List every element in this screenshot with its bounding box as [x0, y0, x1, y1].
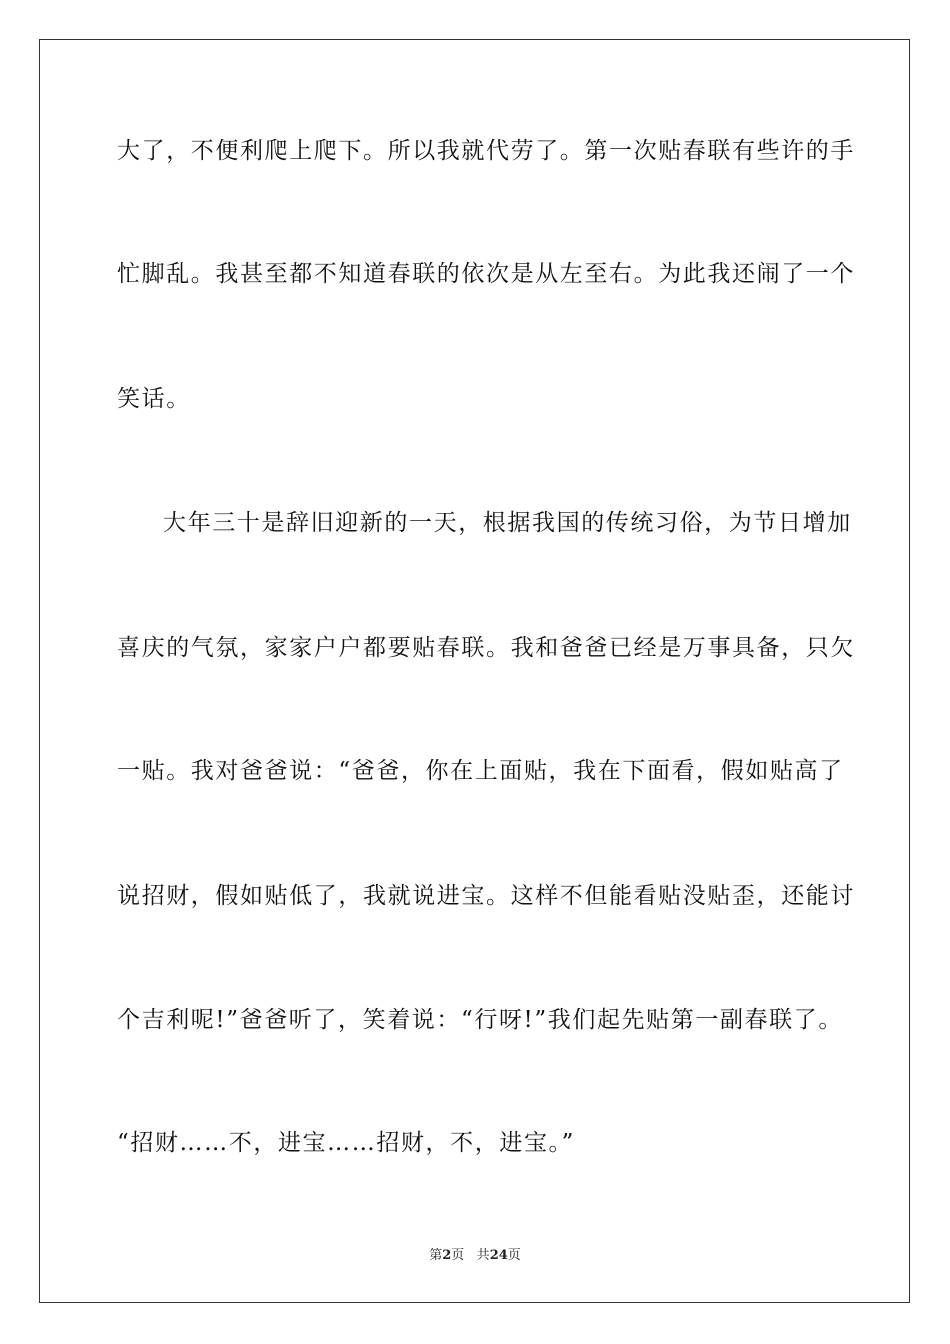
text-line-4: 大年三十是辞旧迎新的一天，根据我国的传统习俗，为节日增加 — [163, 510, 852, 536]
total-page-number: 24 — [489, 1248, 508, 1263]
text-line-5: 喜庆的气氛，家家户户都要贴春联。我和爸爸已经是万事具备，只欠 — [117, 635, 855, 661]
text-line-8: 个吉利呢!”爸爸听了，笑着说：“行呀!”我们起先贴第一副春联了。 — [117, 1007, 843, 1033]
text-line-9: “招财……不，进宝……招财，不，进宝。” — [117, 1130, 576, 1156]
footer-prefix: 第 — [429, 1248, 443, 1263]
footer-page-suffix: 页 — [451, 1248, 465, 1263]
text-line-2: 忙脚乱。我甚至都不知道春联的依次是从左至右。为此我还闹了一个 — [117, 261, 855, 287]
current-page-number: 2 — [442, 1248, 452, 1263]
text-line-6: 一贴。我对爸爸说：“爸爸，你在上面贴，我在下面看，假如贴高了 — [117, 758, 844, 784]
text-line-7: 说招财，假如贴低了，我就说进宝。这样不但能看贴没贴歪，还能讨 — [117, 883, 855, 909]
text-line-3: 笑话。 — [117, 386, 191, 412]
footer-total-prefix: 共 — [476, 1248, 490, 1263]
text-line-1: 大了，不便利爬上爬下。所以我就代劳了。第一次贴春联有些许的手 — [117, 138, 855, 164]
page-footer — [0, 1244, 950, 1263]
footer-total-suffix: 页 — [507, 1248, 521, 1263]
page-border — [39, 39, 910, 1303]
